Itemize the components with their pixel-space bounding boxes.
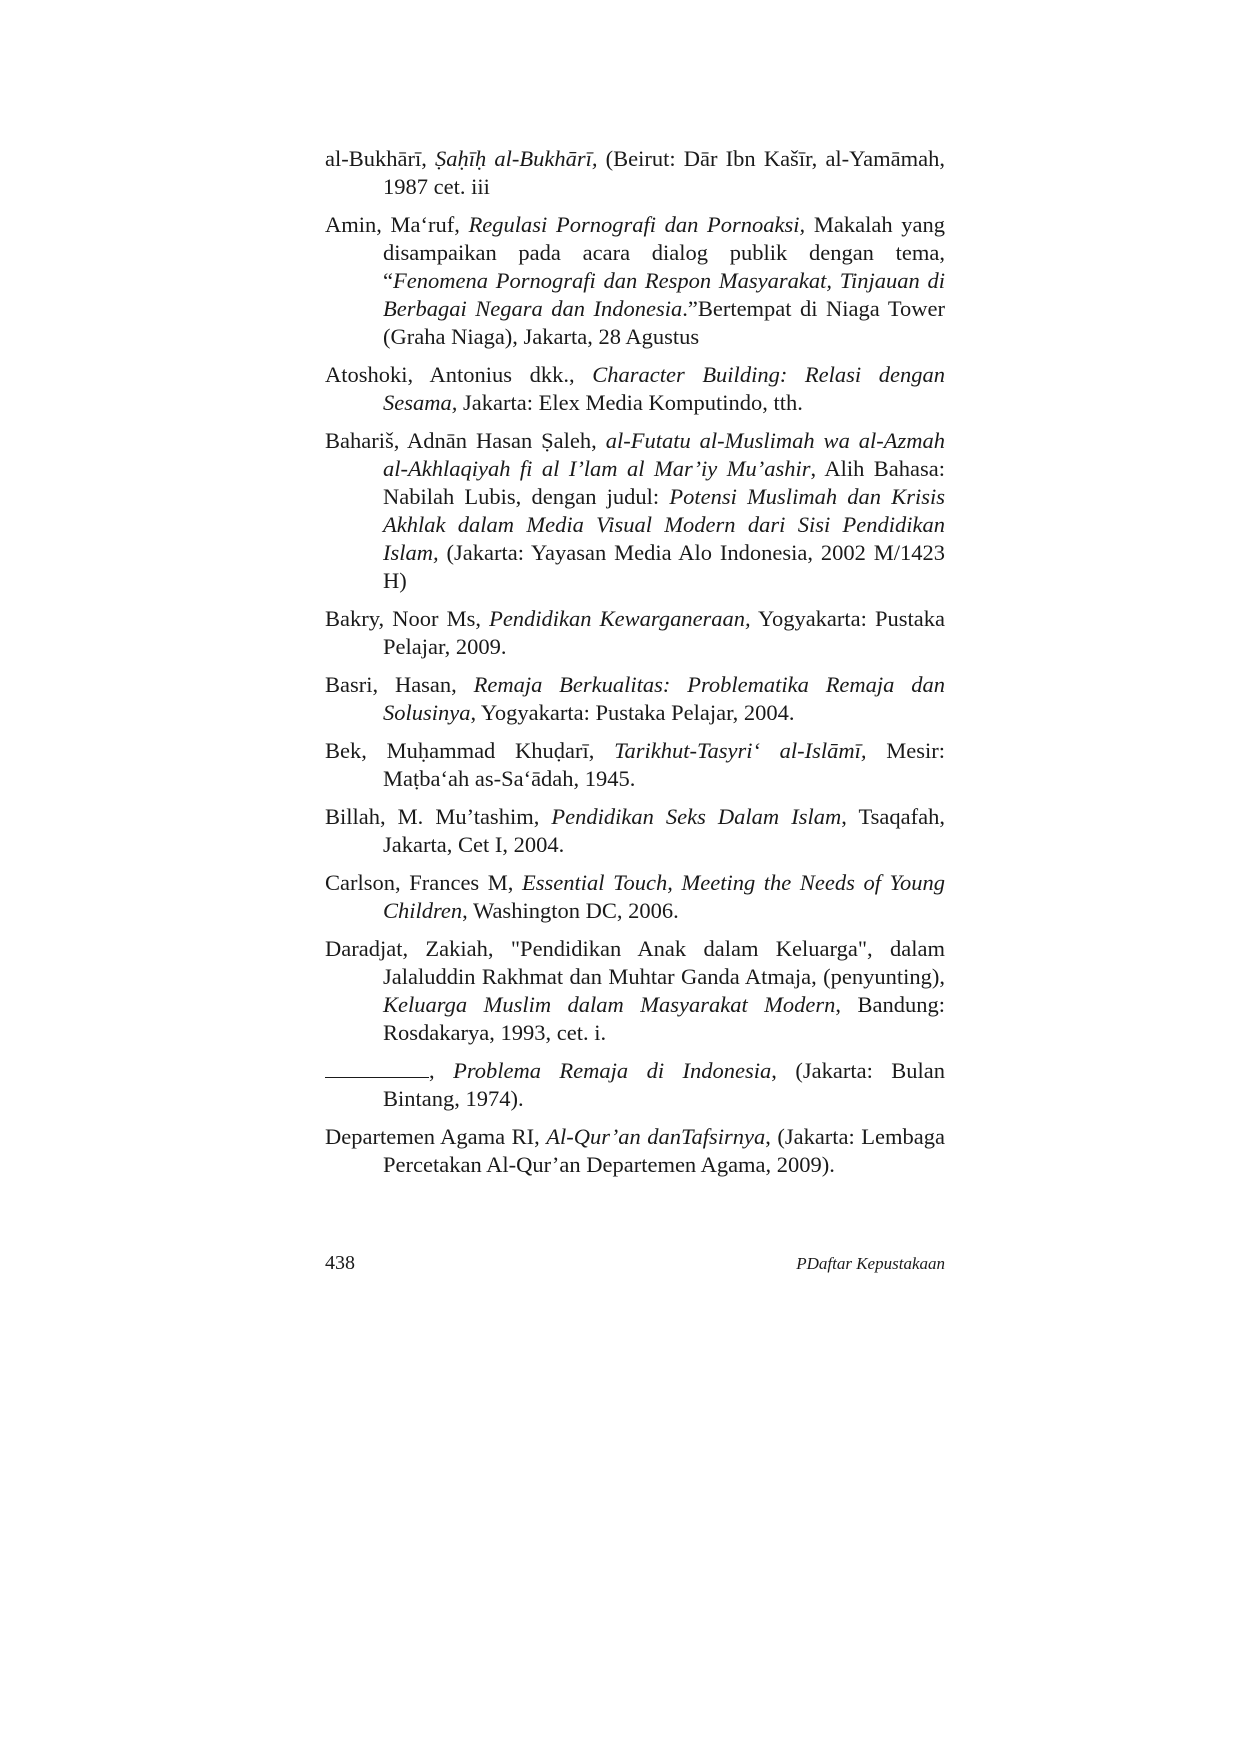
bibliography-entry (325, 671, 945, 727)
entry-text: Makalah yang disampaikan pada acara dialog publik dengan tema, “ (383, 212, 945, 293)
entry-title-italic: Fenomena Pornografi dan Respon Masyarakat, Tinjauan di Berbagai Negara dan Indonesia (383, 268, 945, 321)
entry-text: Amin, Ma‘ruf, (325, 212, 469, 237)
entry-text: Basri, Hasan, (325, 672, 474, 697)
entry-text: Bahariš, Adnān Hasan Ṣaleh, (325, 428, 606, 453)
entry-text: , (429, 1058, 454, 1083)
entry-text: , Tsaqafah, Jakarta, Cet I, 2004. (383, 804, 945, 857)
entry-text: Atoshoki, Antonius dkk., (325, 362, 593, 387)
bibliography-entry (325, 211, 945, 351)
entry-text: Carlson, Frances M, (325, 870, 522, 895)
entry-title-italic: Pendidikan Seks Dalam Islam (551, 804, 842, 829)
entry-title-italic: Remaja Berkualitas: Problematika Remaja dan Solusinya (383, 672, 945, 725)
entry-text: Departemen Agama RI, (325, 1124, 547, 1149)
entry-title-italic: Problema Remaja di Indonesia (453, 1058, 772, 1083)
bibliography-entry (325, 803, 945, 859)
entry-title-italic: Tarikhut-Tasyri‘ al-Islāmī, (614, 738, 867, 763)
entry-title-italic: Al-Qur’an danTafsirnya (546, 1124, 766, 1149)
bibliography-entry (325, 427, 945, 595)
bibliography-entry (325, 1123, 945, 1179)
entry-text: , Bandung: Rosdakarya, 1993, cet. i. (383, 992, 945, 1045)
bibliography-entry (325, 935, 945, 1047)
entry-text: Bek, Muḥammad Khuḍarī, (325, 738, 615, 763)
page-footer (325, 1252, 945, 1282)
entry-title-italic: Character Building: Relasi dengan Sesama, (383, 362, 945, 415)
entry-text: Yogyakarta: Pustaka Pelajar, 2009. (383, 606, 945, 659)
entry-title-italic: Pendidikan Kewarganeraan, (489, 606, 751, 631)
entry-title-italic: al-Futatu al-Muslimah wa al-Azmah al-Akhlaqiyah fi al I’lam al Mar’iy Mu’ashir (383, 428, 945, 481)
running-head: PDaftar Kepustakaan (796, 1254, 945, 1273)
bibliography-entry (325, 869, 945, 925)
entry-text: , (Jakarta: Lembaga Percetakan Al-Qur’an Departemen Agama, 2009). (383, 1124, 945, 1177)
entry-text: (Jakarta: Yayasan Media Alo Indonesia, 2002 M/1423 H) (383, 540, 945, 593)
entry-title-italic: Keluarga Muslim dalam Masyarakat Modern (383, 992, 836, 1017)
bibliography-entry (325, 361, 945, 417)
entry-text: , Yogyakarta: Pustaka Pelajar, 2004. (470, 700, 795, 725)
entry-text: , Washington DC, 2006. (462, 898, 679, 923)
repeated-author-line (325, 1059, 429, 1078)
entry-text: , Alih Bahasa: Nabilah Lubis, dengan judul: (383, 456, 945, 509)
entry-title-italic: Essential Touch, Meeting the Needs of Young Children (383, 870, 945, 923)
entry-text: al-Bukhārī, (325, 146, 435, 171)
entry-text: Jakarta: Elex Media Komputindo, tth. (457, 390, 803, 415)
entry-text: Daradjat, Zakiah, "Pendidikan Anak dalam Keluarga", dalam Jalaluddin Rakhmat dan Muhtar Ganda Atmaja, (penyunting), (325, 936, 945, 989)
bibliography-entry (325, 145, 945, 201)
entry-text: Bakry, Noor Ms, (325, 606, 490, 631)
entry-title-italic: Ṣaḥīḥ al-Bukhārī, (435, 146, 598, 171)
bibliography-entry (325, 605, 945, 661)
entry-title-italic: Potensi Muslimah dan Krisis Akhlak dalam Media Visual Modern dari Sisi Pendidikan Islam, (383, 484, 945, 565)
entry-text: Mesir: Maṭba‘ah as-Sa‘ādah, 1945. (383, 738, 945, 791)
entry-text: , (Jakarta: Bulan Bintang, 1974). (383, 1058, 946, 1111)
bibliography-entry (325, 1057, 945, 1113)
page-number: 438 (325, 1252, 355, 1274)
entry-title-italic: Regulasi Pornografi dan Pornoaksi, (468, 212, 806, 237)
entry-text: Billah, M. Mu’tashim, (325, 804, 552, 829)
bibliography-list (325, 145, 945, 1189)
bibliography-entry (325, 737, 945, 793)
entry-text: (Beirut: Dār Ibn Kašīr, al-Yamāmah, 1987 cet. iii (383, 146, 946, 199)
entry-text: .”Bertempat di Niaga Tower (Graha Niaga), Jakarta, 28 Agustus (383, 296, 945, 349)
